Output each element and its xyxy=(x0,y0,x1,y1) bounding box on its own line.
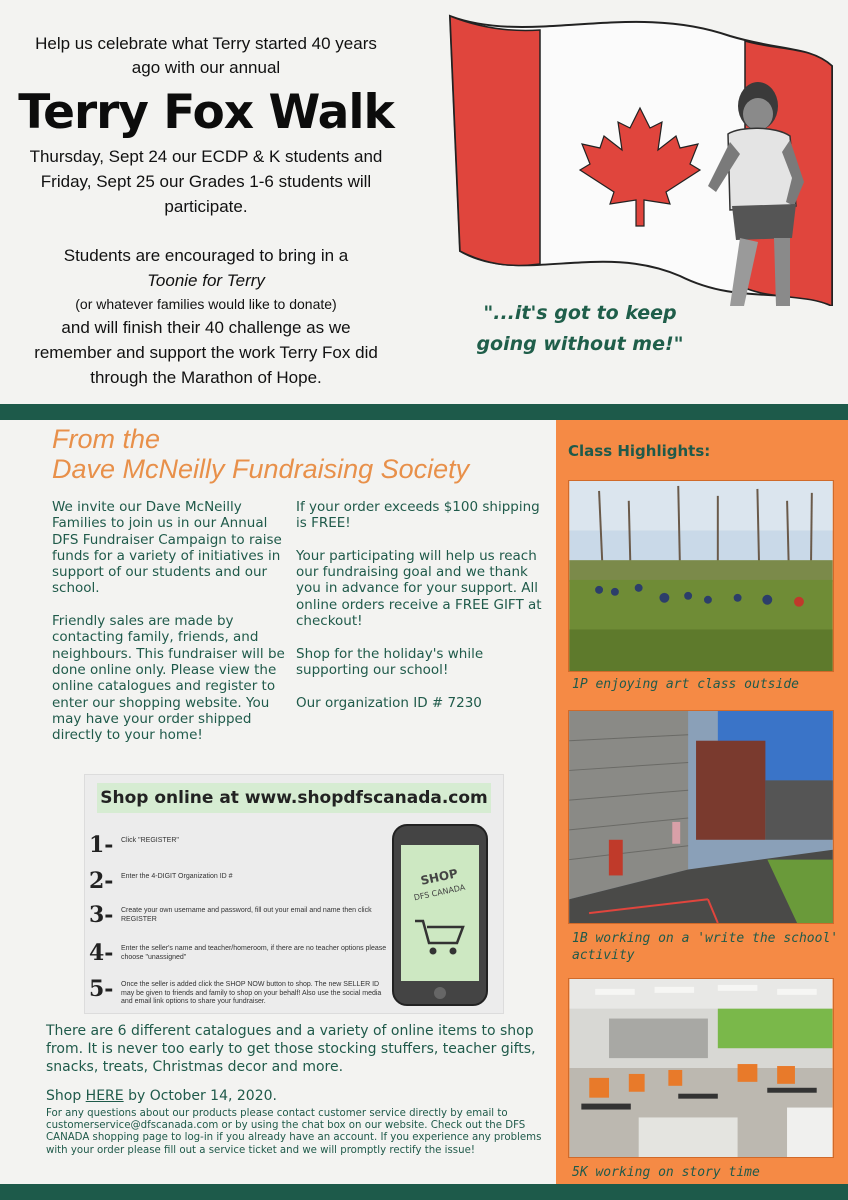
photo-art-class-outside xyxy=(568,480,834,672)
shop-here-suffix: by October 14, 2020. xyxy=(123,1088,277,1104)
class-highlights-title: Class Highlights: xyxy=(568,442,711,460)
shop-here-line xyxy=(46,1086,277,1106)
customer-service-note: For any questions about our products please contact customer service directly by email to customerservice@dfscanada.com or by using the chat box on our website. Check out the DFS CANADA shopping page to log-in if you already have an account. If you experience any problems with your order please fill out a service ticket and we will promptly rectify the issue! xyxy=(46,1108,542,1156)
step-text: Create your own username and password, fill out your email and name then click REGISTER xyxy=(121,907,372,923)
intro-line-2: ago with our annual xyxy=(131,58,281,77)
caption-photo-1: 1P enjoying art class outside xyxy=(572,677,799,692)
catalogue-info: There are 6 different catalogues and a variety of online items to shop from. It is never too early to get those stocking stuffers, teacher gifts, snacks, treats, Christmas decor and more. xyxy=(46,1023,536,1075)
step-1 xyxy=(89,833,393,859)
donation-note: (or whatever families would like to donate) xyxy=(75,296,337,312)
fundraiser-title-line-1: From the xyxy=(52,424,161,454)
photo-write-the-school xyxy=(568,710,834,924)
step-number: 5- xyxy=(89,976,114,1002)
step-text: Once the seller is added click the SHOP NOW button to shop. The new SELLER ID may be given to friends and family to shop on your behalf! Also use the social media and email link options to share your fundraiser. xyxy=(121,981,382,1005)
step-5 xyxy=(89,977,393,1003)
shop-here-link[interactable]: HERE xyxy=(85,1088,124,1104)
quote-line-1: "...it's got to keep xyxy=(483,302,677,324)
caption-photo-2-text: 1B working on a 'write the school' activity xyxy=(572,931,839,963)
terry-fox-text-column xyxy=(18,32,394,390)
quote-line-2: going without me!" xyxy=(476,333,684,355)
section-divider-top xyxy=(0,404,848,420)
encourage-line-1: Students are encouraged to bring in a xyxy=(63,246,349,265)
terry-fox-section xyxy=(0,0,848,404)
step-4 xyxy=(89,941,393,967)
waving-flag-illustration xyxy=(440,6,840,306)
step-number: 3- xyxy=(89,902,114,928)
intro-line-1: Help us celebrate what Terry started 40 years xyxy=(35,34,377,53)
encourage-line-5: remember and support the work Terry Fox did xyxy=(34,343,378,362)
section-divider-bottom xyxy=(0,1184,848,1200)
step-text: Enter the seller's name and teacher/homeroom, if there are no teacher options please choose "unassigned" xyxy=(121,945,387,961)
details-line-2: Friday, Sept 25 our Grades 1-6 students will xyxy=(40,172,372,191)
fundraiser-paragraph: If your order exceeds $100 shipping is FREE! xyxy=(296,499,540,532)
terry-fox-quote xyxy=(470,298,690,360)
fundraiser-column-left xyxy=(52,499,292,760)
encourage-line-6: through the Marathon of Hope. xyxy=(90,368,322,387)
step-text: Enter the 4-DIGIT Organization ID # xyxy=(121,873,233,880)
organization-id: Our organization ID # 7230 xyxy=(296,694,482,711)
caption-photo-3: 5K working on story time xyxy=(572,1165,760,1180)
photo-story-time xyxy=(568,978,834,1158)
shop-online-banner: Shop online at www.shopdfscanada.com xyxy=(97,783,491,813)
phone-shop-icon xyxy=(385,821,495,1011)
fundraiser-paragraph: Friendly sales are made by contacting family, friends, and neighbours. This fundraiser will be done online only. Please view the online catalogues and register to enter our shopping website. You may have your order shipped directly to your home! xyxy=(52,613,285,744)
phone-label-dfs: DFS CANADA xyxy=(412,882,466,903)
step-number: 4- xyxy=(89,940,114,966)
step-text: Click "REGISTER" xyxy=(121,837,179,844)
step-number: 1- xyxy=(89,832,114,858)
toonie-for-terry: Toonie for Terry xyxy=(147,271,265,290)
details-line-3: participate. xyxy=(164,197,248,216)
encourage-line-4: and will finish their 40 challenge as we xyxy=(61,318,351,337)
shop-online-instructions xyxy=(84,774,504,1014)
step-2 xyxy=(89,869,393,895)
page-title: Terry Fox Walk xyxy=(18,85,394,140)
fundraiser-paragraph: Shop for the holiday's while supporting our school! xyxy=(296,645,484,678)
class-highlights-panel xyxy=(556,420,848,1184)
fundraiser-title-line-2: Dave McNeilly Fundraising Society xyxy=(52,454,470,484)
step-number: 2- xyxy=(89,868,114,894)
fundraiser-title xyxy=(52,424,469,484)
caption-photo-2 xyxy=(572,930,848,964)
details-line-1: Thursday, Sept 24 our ECDP & K students and xyxy=(29,147,383,166)
canada-flag-image xyxy=(440,6,840,306)
fundraiser-paragraph: Your participating will help us reach our fundraising goal and we thank you in advance for your support. All online orders receive a FREE GIFT at checkout! xyxy=(296,547,542,630)
step-3 xyxy=(89,903,393,929)
fundraiser-paragraph: We invite our Dave McNeilly Families to join us in our Annual DFS Fundraiser Campaign to raise funds for a variety of initiatives in support of our students and our school. xyxy=(52,499,282,597)
shop-here-prefix: Shop xyxy=(46,1088,86,1104)
fundraiser-column-right xyxy=(296,499,552,727)
phone-label-shop: SHOP xyxy=(419,866,460,888)
